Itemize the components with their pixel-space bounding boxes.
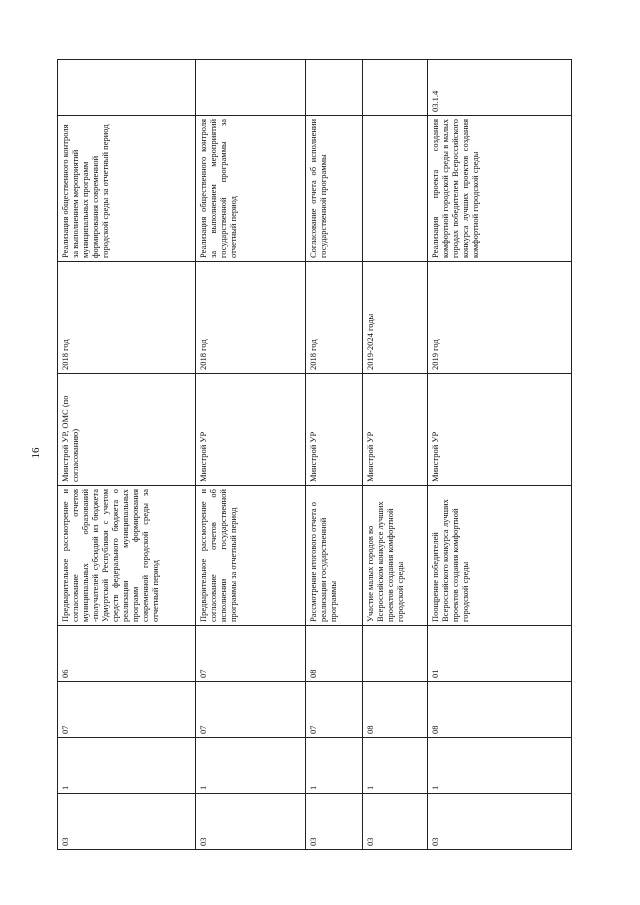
cell-result: Реализация проекта создания комфортной городской среды в малых городах победителем Всероссийского конкурса лучших проектов создания комфортной городской среды: [428, 116, 572, 262]
cell-gp: 03: [363, 794, 428, 850]
cell-om: 07: [196, 682, 306, 738]
rotated-table-container: [57, 60, 571, 850]
cell-m: [363, 626, 428, 682]
table-row: [58, 60, 196, 850]
cell-gp: 03: [58, 794, 196, 850]
cell-m: 06: [58, 626, 196, 682]
cell-indicator: [306, 60, 363, 116]
cell-term: 2018 год: [196, 262, 306, 374]
cell-event: Участие малых городов во Всероссийском конкурсе лучших проектов создания комфортной городской среды: [363, 486, 428, 626]
cell-term: 2019-2024 годы: [363, 262, 428, 374]
cell-pp: 1: [196, 738, 306, 794]
cell-indicator: [363, 60, 428, 116]
cell-indicator: 03.1.4: [428, 60, 572, 116]
cell-gp: 03: [306, 794, 363, 850]
cell-responsible: Минстрой УР: [306, 374, 363, 486]
cell-event: Рассмотрение итогового отчета о реализации государственной программы: [306, 486, 363, 626]
cell-result: Реализация общественного контроля за выполнением мероприятий государственной программы за отчетный период: [196, 116, 306, 262]
cell-responsible: Минстрой УР, ОМС (по согласованию): [58, 374, 196, 486]
cell-responsible: Минстрой УР: [196, 374, 306, 486]
cell-om: 08: [363, 682, 428, 738]
cell-indicator: [58, 60, 196, 116]
cell-result: [363, 116, 428, 262]
cell-term: 2019 год: [428, 262, 572, 374]
table-row: [428, 60, 572, 850]
cell-pp: 1: [363, 738, 428, 794]
cell-m: 01: [428, 626, 572, 682]
cell-event: Поощрение победителей Всероссийского конкурса лучших проектов создания комфортной городской среды: [428, 486, 572, 626]
cell-term: 2018 год: [58, 262, 196, 374]
cell-event: Предварительное рассмотрение и согласование отчетов муниципальных образований -получателей субсидий из бюджета Удмуртской Республики с учетом средств федерального бюджета о реализации муниципальных программ формирования современной городской среды за отчетный период: [58, 486, 196, 626]
program-table: [57, 59, 572, 850]
cell-m: 08: [306, 626, 363, 682]
table-row: [306, 60, 363, 850]
cell-gp: 03: [196, 794, 306, 850]
table-row: [363, 60, 428, 850]
table-row: [196, 60, 306, 850]
cell-pp: 1: [58, 738, 196, 794]
cell-gp: 03: [428, 794, 572, 850]
cell-m: 07: [196, 626, 306, 682]
cell-pp: 1: [306, 738, 363, 794]
cell-event: Предварительное рассмотрение и согласование отчетов об исполнении государственной программы за отчетный период: [196, 486, 306, 626]
cell-pp: 1: [428, 738, 572, 794]
cell-indicator: [196, 60, 306, 116]
cell-responsible: Минстрой УР: [363, 374, 428, 486]
cell-om: 07: [306, 682, 363, 738]
cell-result: Реализация общественного контроля за выполнением мероприятий муниципальных программ формирования современной городской среды за отчетный период: [58, 116, 196, 262]
page-number: 16: [30, 447, 42, 459]
cell-term: 2018 год: [306, 262, 363, 374]
cell-om: 08: [428, 682, 572, 738]
cell-om: 07: [58, 682, 196, 738]
cell-result: Согласование отчета об исполнении государственной программы: [306, 116, 363, 262]
cell-responsible: Минстрой УР: [428, 374, 572, 486]
